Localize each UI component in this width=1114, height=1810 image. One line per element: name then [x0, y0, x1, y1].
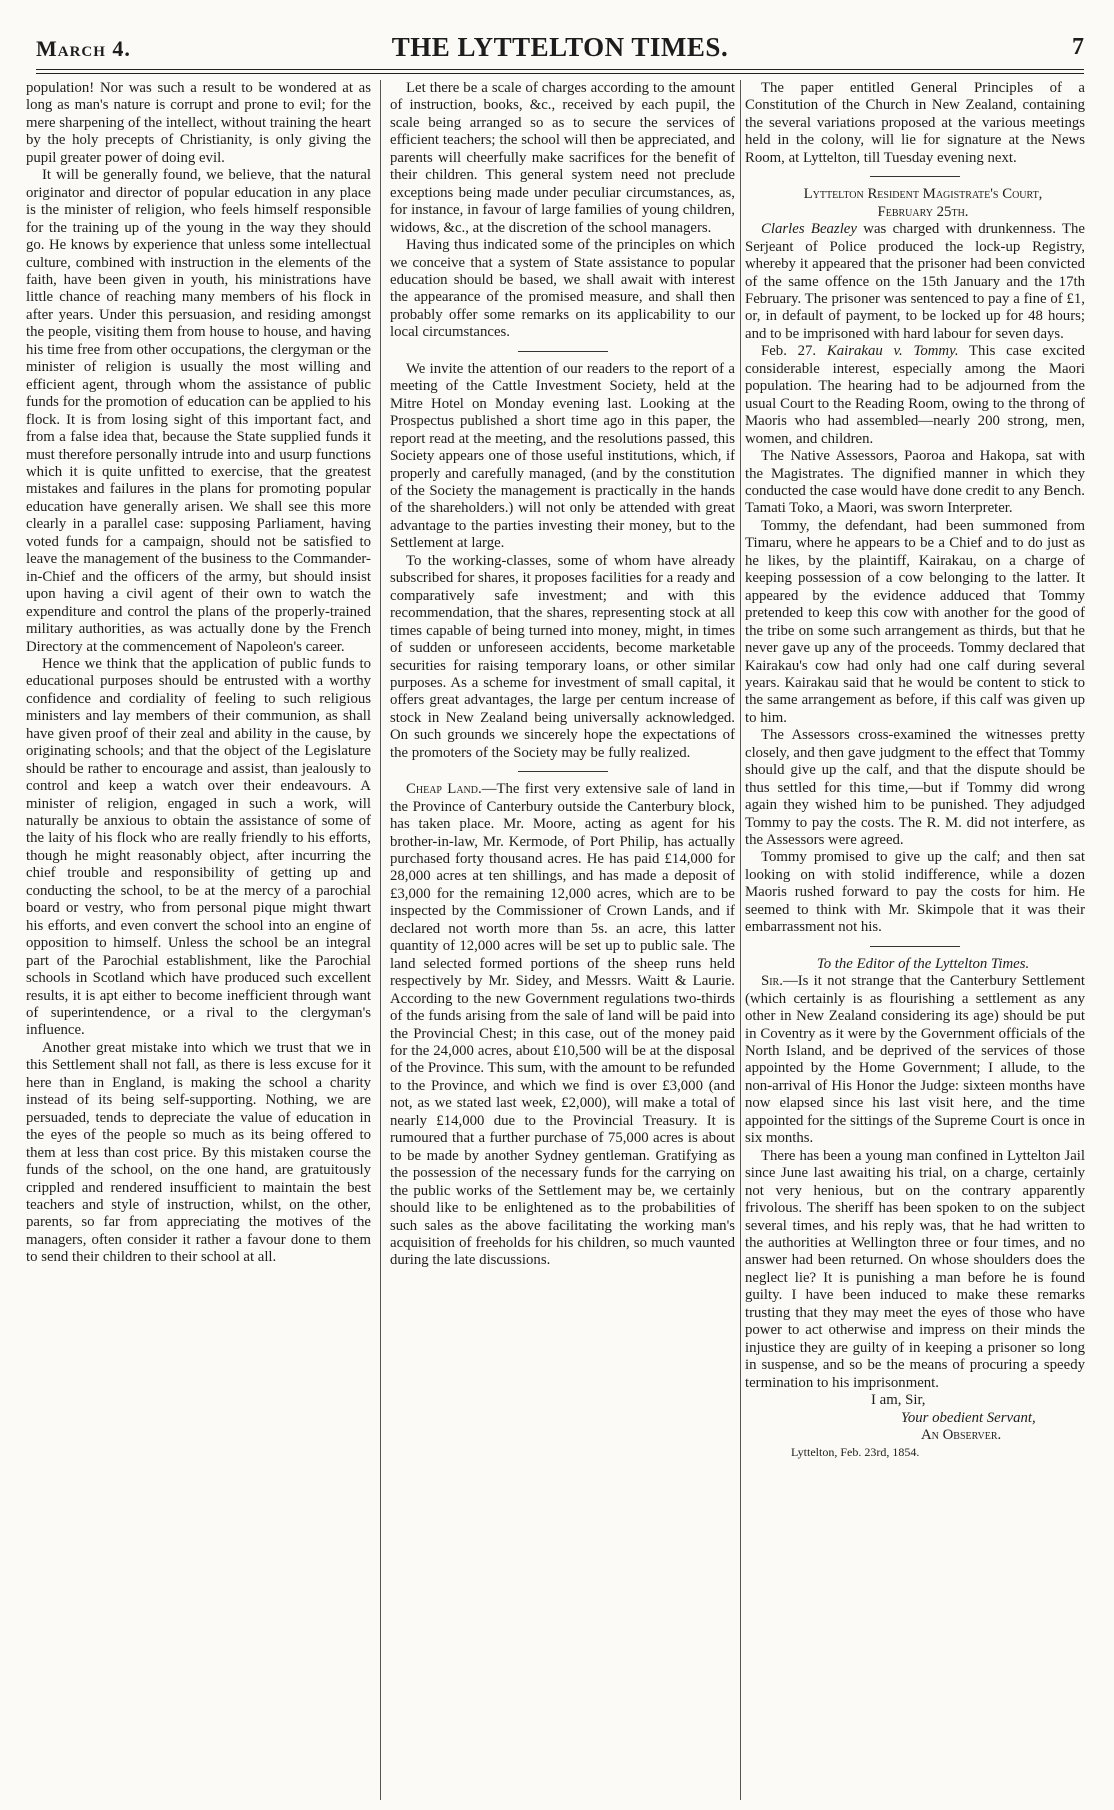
section-rule	[518, 771, 608, 772]
masthead	[36, 28, 1084, 68]
article-paragraph: Sir.—Is it not strange that the Canterbury Settlement (which certainly is as flourishing a settlement as any other in New Zealand considering its age) should be put in Coventry as it were by the Government officials of the North Island, and be deprived of the services of those appointed by the Home Government; I allude, to the non-arrival of His Honor the Judge: sixteen months have now elapsed since his last visit here, and the time appointed for the sittings of the Supreme Court is once in six months.	[745, 973, 1085, 1147]
article-paragraph: population! Nor was such a result to be wondered at as long as man's nature is corrupt and prone to evil; for the mere sharpening of the intellect, without training the heart by the holy precepts of Christianity, is only giving the pupil greater power of doing evil.	[26, 80, 371, 166]
article-paragraph: Clarles Beazley was charged with drunkenness. The Serjeant of Police produced the lock-up Registry, whereby it appeared that the prisoner had been convicted of the same offence on the 15th January and the 17th February. The prisoner was sentenced to pay a fine of £1, or, in default of payment, to be locked up for 48 hours; and to be imprisoned with hard labour for seven days.	[745, 221, 1085, 342]
court-heading: Lyttelton Resident Magistrate's Court,	[803, 186, 1043, 203]
article-paragraph: Another great mistake into which we trust that we in this Settlement shall not fall, as there is less excuse for it here than in England, is making the school a charity instead of its being self-supporting. Nothing, we are persuaded, tends to depreciate the value of education in the eyes of the people so much as its being offered to them at less than cost price. By this mistaken course the funds of the school, on the one hand, are gratuitously crippled and rendered insufficient to maintain the best teachers and style of instruction, whilst, on the other, parents, so far from appreciating the motives of the managers, often consider it rather a favour done to them to send their children to their school at all.	[26, 1039, 371, 1266]
section-rule	[518, 351, 608, 352]
article-lead: Cheap Land.	[406, 781, 482, 798]
article-paragraph: We invite the attention of our readers to the report of a meeting of the Cattle Investment Society, held at the Mitre Hotel on Monday evening last. Looking at the Prospectus published a short time ago in this paper, the report read at the meeting, and the resolutions passed, this Society appears one of those useful institutions, which, if properly and carefully managed, (and by the constitution of the Society the management is practically in the hands of the shareholders.) will not only be attended with great advantage to the parties investing their money, but to the Settlement at large.	[390, 360, 735, 552]
article-paragraph: There has been a young man confined in Lyttelton Jail since June last awaiting his trial, on a charge, certainly not very henious, but on the contrary apparently frivolous. The sheriff has been spoken to on the subject several times, and his reply was, that he had written to the authorities at Wellington three or four times, and no answer had been returned. On whose shoulders does the neglect lie? It is punishing a man before he is found guilty. I have been induced to make these remarks trusting that they may meet the eyes of those who have power to act otherwise and impress on their minds the injustice they are guilty of in keeping a prisoner so long in suspense, and so be the means of procuring a speedy termination to his imprisonment.	[745, 1147, 1085, 1391]
defendant-name: Clarles Beazley	[761, 221, 857, 238]
column-divider	[380, 80, 381, 1800]
article-paragraph: Feb. 27. Kairakau v. Tommy. This case excited considerable interest, especially among the Maori population. The hearing had to be adjourned from the usual Court to the Reading Room, owing to the throng of Maoris who had assembled—nearly 200 strong, men, women, and children.	[745, 343, 1085, 447]
article-paragraph: Hence we think that the application of public funds to educational purposes should be entrusted with a worthy confidence and cordiality of feeling to such religious ministers and lay members of their communion, as shall have given proof of their zeal and ability in the cause, by originating schools; and that the object of the Legislature should be rather to encourage and assist, than jealously to control and keep a watch over their endeavours. A minister of religion, engaged in such a work, will naturally be anxious to obtain the assistance of some of the laity of his flock who are really friendly to his efforts, though he might reasonably object, after incurring the chief trouble and responsibility of getting up and conducting the school, to be at the mercy of a parochial board or vestry, who from personal pique might thwart his efforts, and even convert the school into an engine of opposition to himself. Unless the school be an integral part of the Parochial establishment, like the Parochial schools in Scotland which have produced such excellent results, it is apt either to become inefficient through want of superintendence, or a rival to the clergyman's influence.	[26, 655, 371, 1039]
article-paragraph: Let there be a scale of charges according to the amount of instruction, books, &c., received by each pupil, the scale being arranged so as to secure the services of efficient teachers; the school will then be appreciated, and parents will cheerfully make sacrifices for the benefit of their children. This general system need not preclude exceptions being made under peculiar circumstances, as, for instance, in favour of large families of young children, widows, &c., at the discretion of the school managers.	[390, 80, 735, 236]
column-divider	[740, 80, 741, 1800]
article-paragraph: The Native Assessors, Paoroa and Hakopa, sat with the Magistrates. The dignified manner in which they conducted the case would have done credit to any Bench. Tamati Toko, a Maori, was sworn Interpreter.	[745, 448, 1085, 517]
letter-closing: Your obedient Servant,	[901, 1409, 1036, 1426]
article-paragraph: The paper entitled General Principles of a Constitution of the Church in New Zealand, containing the several variations proposed at the various meetings held in the colony, will lie for signature at the News Room, at Lyttelton, till Tuesday evening next.	[745, 80, 1085, 166]
article-paragraph: Having thus indicated some of the principles on which we conceive that a system of State assistance to popular education should be based, we shall await with interest the appearance of the promised measure, and shall then probably offer some remarks on its applicability to our local circumstances.	[390, 237, 735, 341]
letter-signature: An Observer.	[921, 1426, 1002, 1443]
newspaper-title: THE LYTTELTON TIMES.	[391, 32, 729, 62]
section-rule	[870, 176, 960, 177]
header-rule-top	[36, 69, 1084, 70]
column-3	[745, 80, 1085, 1800]
letter-closing: I am, Sir,	[871, 1392, 926, 1409]
letter-salutation: Sir.	[761, 973, 783, 990]
section-rule	[870, 946, 960, 947]
issue-date: March 4.	[36, 36, 131, 61]
letter-dateline: Lyttelton, Feb. 23rd, 1854.	[791, 1445, 920, 1460]
article-paragraph: It will be generally found, we believe, that the natural originator and director of popular education in any place is the minister of religion, who feels himself responsible for the training up of the young in the way they should go. He knows by experience that unless some intellectual culture, combined with instruction in the elements of the faith, have been given in youth, his ministrations have little chance of reaching many members of his flock in after years. Under this persuasion, and residing amongst the people, visiting them from house to house, and having his time free from other occupations, the clergyman or the minister of religion is usually the most willing and efficient agent, through whom the assistance of public funds for the promotion of education can be applied to his flock. It is from losing sight of this important fact, and from a false idea that, because the State supplied funds it must therefore personally intrude into and usurp functions which it is quite unfitted to exercise, that the greatest mistakes and failures in the plans for promoting popular education have generally arisen. We shall see this more clearly in a parallel case: supposing Parliament, having voted funds for a campaign, should not be satisfied to leave the management of the business to the Commander-in-Chief and the officers of the army, but should insist upon having a civil agent of their own to watch the expenditure and control the plans of the properly-trained military authorities, as was actually done by the French Directory at the commencement of Napoleon's career.	[26, 167, 371, 655]
column-2	[390, 80, 735, 1800]
header-rule-bottom	[36, 73, 1084, 74]
column-1	[26, 80, 371, 1800]
court-date: February 25th.	[877, 203, 969, 220]
case-title: Kairakau v. Tommy.	[826, 343, 959, 360]
article-paragraph: The Assessors cross-examined the witnesses pretty closely, and then gave judgment to the effect that Tommy should give up the calf, and that the dispute should be thus settled for this time,—but if Tommy did wrong again they wished him to be punished. They adjudged Tommy to pay the costs. The R. M. did not interfere, as the Assessors were agreed.	[745, 727, 1085, 849]
letter-heading: To the Editor of the Lyttelton Times.	[816, 955, 1030, 972]
article-paragraph: Tommy, the defendant, had been summoned from Timaru, where he appears to be a Chief and to do just as he likes, by the plaintiff, Kairakau, on a charge of keeping possession of a cow belonging to the latter. It appeared by the evidence adduced that Tommy pretended to keep this cow with another for the good of the tribe on some such arrangement as thirds, but that he never gave up any of the proceeds. Tommy declared that Kairakau's cow had only had one calf during several years. Kairakau said that he would be content to stick to the same arrangement as before, if this calf was given up to him.	[745, 517, 1085, 726]
article-paragraph: Tommy promised to give up the calf; and then sat looking on with stolid indifference, while a dozen Maoris rushed forward to pay the costs for him. He seemed to think with Mr. Skimpole that it was their embarrassment not his.	[745, 849, 1085, 936]
article-paragraph: To the working-classes, some of whom have already subscribed for shares, it proposes facilities for a ready and comparatively safe investment; and with this recommendation, that the shares, representing stock at all times capable of being turned into money, might, in times of sudden or unforeseen accidents, become marketable securities for raising temporary loans, or other similar purposes. As a scheme for investment of small capital, it offers great advantages, the large per centum increase of stock in New Zealand being universally acknowledged. On such grounds we sincerely hope the expectations of the promoters of the Society may be fully realized.	[390, 552, 735, 761]
article-paragraph: Cheap Land.—The first very extensive sale of land in the Province of Canterbury outside the Canterbury block, has taken place. Mr. Moore, acting as agent for his brother-in-law, Mr. Kermode, of Port Philip, has actually purchased forty thousand acres. He has paid £14,000 for 28,000 acres at ten shillings, and has made a deposit of £3,000 for the remaining 12,000 acres, which are to be inspected by the Commissioner of Crown Lands, and if declared not worth more than 5s. an acre, this latter quantity of 12,000 acres will be set up to public sale. The land selected formed portions of the sheep runs held respectively by Mr. Sidey, and Messrs. Waitt & Laurie. According to the new Government regulations two-thirds of the funds arising from the sale of land will be paid into the Provincial Chest; in this case, out of the money paid for the 24,000 acres, about £10,500 will be at the disposal of the Province. This sum, with the amount to be refunded to the Province, and which we find is over £3,000 (and not, as we stated last week, £2,000), will make a total of nearly £14,000 due to the Provincial Treasury. It is rumoured that a further purchase of 75,000 acres is about to be made by another Sydney gentleman. Gratifying as the possession of the necessary funds for the carrying on the public works of the Settlement may be, we certainly should like to be enlightened as to the probabilities of such sales as the above facilitating the working man's acquisition of freeholds for his children, so much vaunted during the late discussions.	[390, 781, 735, 1269]
page-number: 7	[1072, 34, 1084, 60]
